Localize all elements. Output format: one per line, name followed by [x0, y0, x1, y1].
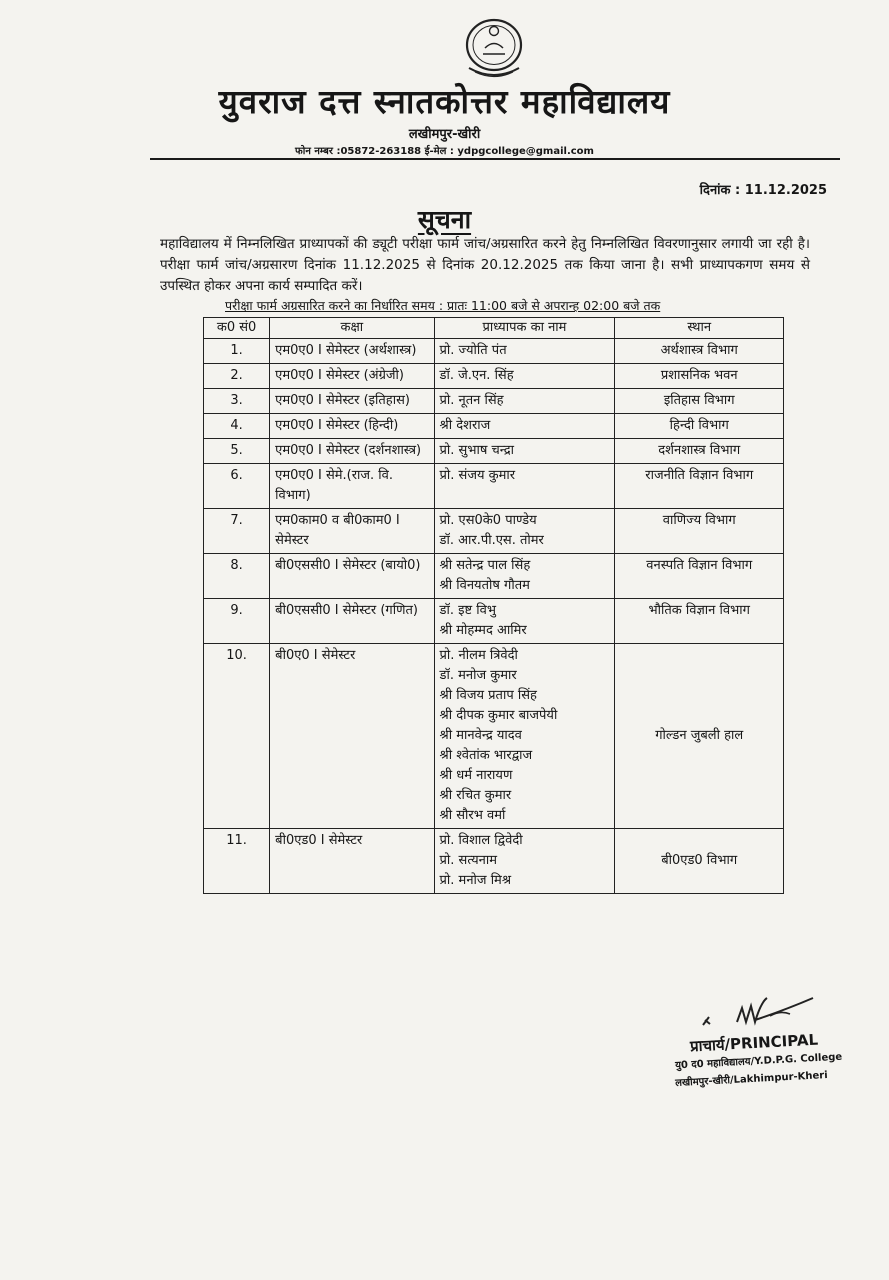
professor-name: डॉ. इष्ट विभु	[439, 603, 496, 618]
professor-name: श्री धर्म नारायण	[439, 768, 513, 783]
row-sno: 10.	[204, 644, 270, 829]
row-sno: 4.	[204, 414, 270, 439]
row-class: एम0काम0 व बी0काम0 I सेमेस्टर	[270, 509, 434, 554]
header-class: कक्षा	[270, 318, 434, 339]
professor-name: श्री रचित कुमार	[439, 788, 512, 803]
professor-name: प्रो. विशाल द्विवेदी	[439, 833, 523, 848]
notice-body: महाविद्यालय में निम्नलिखित प्राध्यापकों की ड्यूटी परीक्षा फार्म जांच/अग्रसारित करने हेतु निम्नलिखित विवरणानुसार लगायी जा रही है। परीक्षा फार्म जांच/अग्रसारण दिनांक 11.12.2025 से दिनांक 20.12.2025 तक किया जाना है। सभी प्राध्यापकगण समय से उपस्थित होकर अपना कार्य सम्पादित करें।	[160, 236, 810, 294]
row-professors	[434, 644, 615, 829]
row-sno: 11.	[204, 829, 270, 894]
row-place: राजनीति विज्ञान विभाग	[615, 464, 784, 509]
college-name: युवराज दत्त स्नातकोत्तर महाविद्यालय	[218, 82, 671, 121]
row-professors	[434, 464, 615, 509]
table-body	[204, 339, 784, 894]
row-place: गोल्डन जुबली हाल	[615, 644, 784, 829]
timing-line: परीक्षा फार्म अग्रसारित करने का निर्धारित समय : प्रातः 11:00 बजे से अपरान्ह 02:00 बजे तक	[225, 298, 661, 313]
professor-name: डॉ. जे.एन. सिंह	[439, 368, 514, 383]
table-row	[204, 414, 784, 439]
row-place: वाणिज्य विभाग	[615, 509, 784, 554]
table-row	[204, 554, 784, 599]
contact-line: फोन नम्बर :05872-263188 ई-मेल : ydpgcollege@gmail.com	[295, 146, 594, 157]
signature-college: यु0 द0 महाविद्यालय/Y.D.P.G. College	[674, 1051, 843, 1072]
row-place: दर्शनशास्त्र विभाग	[615, 439, 784, 464]
row-class: बी0एससी0 I सेमेस्टर (बायो0)	[270, 554, 434, 599]
row-professors	[434, 364, 615, 389]
college-city: लखीमपुर-खीरी	[408, 127, 481, 142]
table-row	[204, 829, 784, 894]
professor-name: डॉ. आर.पी.एस. तोमर	[439, 533, 544, 548]
row-class: एम0ए0 I सेमेस्टर (इतिहास)	[270, 389, 434, 414]
row-sno: 9.	[204, 599, 270, 644]
row-sno: 2.	[204, 364, 270, 389]
row-place: हिन्दी विभाग	[615, 414, 784, 439]
row-professors	[434, 829, 615, 894]
professor-name: डॉ. मनोज कुमार	[439, 668, 517, 683]
row-class: एम0ए0 I सेमे.(राज. वि. विभाग)	[270, 464, 434, 509]
row-place: इतिहास विभाग	[615, 389, 784, 414]
row-sno: 6.	[204, 464, 270, 509]
row-sno: 1.	[204, 339, 270, 364]
row-place: बी0एड0 विभाग	[615, 829, 784, 894]
professor-name: श्री मानवेन्द्र यादव	[439, 728, 522, 743]
notice-date: दिनांक : 11.12.2025	[699, 183, 827, 198]
professor-name: प्रो. संजय कुमार	[439, 468, 516, 483]
row-class: एम0ए0 I सेमेस्टर (अर्थशास्त्र)	[270, 339, 434, 364]
professor-name: प्रो. सुभाष चन्द्रा	[439, 443, 515, 458]
row-place: अर्थशास्त्र विभाग	[615, 339, 784, 364]
table-row	[204, 364, 784, 389]
table-row	[204, 509, 784, 554]
row-class: एम0ए0 I सेमेस्टर (हिन्दी)	[270, 414, 434, 439]
professor-name: प्रो. सत्यनाम	[439, 853, 498, 868]
header-place: स्थान	[615, 318, 784, 339]
row-professors	[434, 554, 615, 599]
row-sno: 7.	[204, 509, 270, 554]
row-class: एम0ए0 I सेमेस्टर (अंग्रेजी)	[270, 364, 434, 389]
professor-name: श्री विजय प्रताप सिंह	[439, 688, 537, 703]
table-row	[204, 464, 784, 509]
row-professors	[434, 339, 615, 364]
professor-name: श्री विनयतोष गौतम	[439, 578, 530, 593]
notice-title: सूचना	[417, 205, 472, 234]
table-row	[204, 389, 784, 414]
row-class: एम0ए0 I सेमेस्टर (दर्शनशास्त्र)	[270, 439, 434, 464]
professor-name: प्रो. नीलम त्रिवेदी	[439, 648, 518, 663]
row-place: भौतिक विज्ञान विभाग	[615, 599, 784, 644]
table-header-row	[204, 318, 784, 339]
table-row	[204, 644, 784, 829]
row-sno: 3.	[204, 389, 270, 414]
row-class: बी0एससी0 I सेमेस्टर (गणित)	[270, 599, 434, 644]
row-place: प्रशासनिक भवन	[615, 364, 784, 389]
table-row	[204, 339, 784, 364]
header-divider	[150, 158, 840, 160]
row-professors	[434, 389, 615, 414]
row-place: वनस्पति विज्ञान विभाग	[615, 554, 784, 599]
college-emblem-icon	[455, 14, 533, 84]
professor-name: प्रो. नूतन सिंह	[439, 393, 504, 408]
professor-name: श्री सौरभ वर्मा	[439, 808, 506, 823]
professor-name: प्रो. मनोज मिश्र	[439, 873, 512, 888]
professor-name: श्री श्वेतांक भारद्वाज	[439, 748, 533, 763]
signature-place: लखीमपुर-खीरी/Lakhimpur-Kheri	[674, 1070, 828, 1089]
professor-name: श्री देशराज	[439, 418, 491, 433]
professor-name: प्रो. एस0के0 पाण्डेय	[439, 513, 537, 528]
row-professors	[434, 439, 615, 464]
table-row	[204, 439, 784, 464]
header-professor: प्राध्यापक का नाम	[434, 318, 615, 339]
signature-title: प्राचार्य/PRINCIPAL	[689, 1030, 819, 1056]
professor-name: श्री मोहम्मद आमिर	[439, 623, 527, 638]
table-row	[204, 599, 784, 644]
professor-name: श्री दीपक कुमार बाजपेयी	[439, 708, 558, 723]
row-professors	[434, 509, 615, 554]
row-professors	[434, 414, 615, 439]
row-class: बी0ए0 I सेमेस्टर	[270, 644, 434, 829]
row-sno: 8.	[204, 554, 270, 599]
professor-name: श्री सतेन्द्र पाल सिंह	[439, 558, 531, 573]
row-professors	[434, 599, 615, 644]
professor-name: प्रो. ज्योति पंत	[439, 343, 507, 358]
header-sno: क0 सं0	[204, 318, 270, 339]
signature-block	[655, 990, 875, 1110]
duty-table	[203, 317, 784, 894]
row-class: बी0एड0 I सेमेस्टर	[270, 829, 434, 894]
row-sno: 5.	[204, 439, 270, 464]
